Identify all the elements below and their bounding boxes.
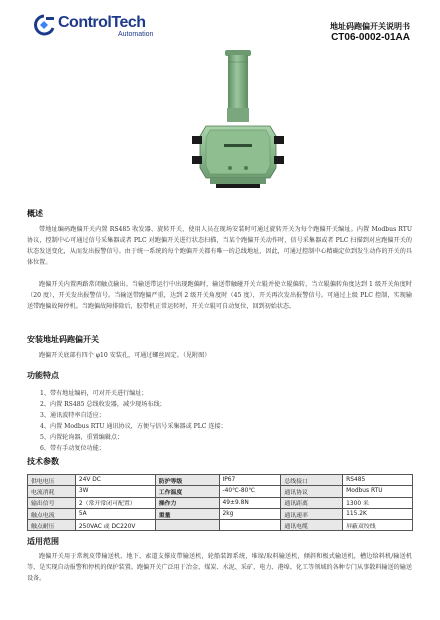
brand-logo xyxy=(32,14,182,40)
specs-heading: 技术参数 xyxy=(27,457,59,466)
feature-item: 6、带有手动复位功能； xyxy=(40,445,105,452)
spec-label: 操作力 xyxy=(155,497,219,508)
overview-paragraph-2: 跑偏开关内置两路常闭触点输出。当输送带运行中出现跑偏时，输送带触碰开关立辊并使立辊偏转，当立辊偏转角度达到 1 级开关角度时（20 度），开关发出报警信号。当输送带跑偏严重，达到 2 级开关角度时（45 度），开关再次发出报警信号。可通过上级 PLC 控制，实现输送带跑偏故障停机。当跑偏故障排除后，胶带机正常运转时，开关立辊可自动复位，回到初始状态。 xyxy=(27,281,412,310)
spec-row xyxy=(28,497,413,508)
spec-table xyxy=(27,474,413,531)
spec-value: 屏蔽双绞线 xyxy=(343,520,413,531)
overview-heading: 概述 xyxy=(27,209,43,218)
spec-value: 115.2K xyxy=(343,508,413,519)
features-list xyxy=(40,388,227,454)
spec-label: 总线接口 xyxy=(281,475,343,486)
brand-subtitle: Automation xyxy=(118,31,154,38)
feature-item: 4、内置 Modbus RTU 通讯协议，方便与信号采集器或 PLC 连接； xyxy=(40,423,227,430)
product-photo xyxy=(190,48,286,198)
spec-row xyxy=(28,486,413,497)
spec-value: Modbus RTU xyxy=(343,486,413,497)
spec-value xyxy=(219,520,281,531)
install-text: 跑偏开关底部有四个 φ10 安装孔，可通过螺丝固定。（见附图） xyxy=(39,352,211,359)
spec-label: 供电电压 xyxy=(28,475,76,486)
spec-value: 2（常开常闭可配置） xyxy=(75,497,155,508)
spec-value: 24V DC xyxy=(75,475,155,486)
spec-value: RS485 xyxy=(343,475,413,486)
document-code: CT06-0002-01AA xyxy=(331,32,410,43)
spec-value: 3W xyxy=(75,486,155,497)
overview-paragraph-1: 带地址编码跑偏开关内置 RS485 收发器、旋转开关，使用人员在现场安装时可通过旋转开关为每个跑偏开关编址。内置 Modbus RTU 协议，控制中心可通过信号采集器或者 PLC 对跑偏开关进行状态扫描，当某个跑偏开关动作时，信号采集器或者 PLC 扫描到对应跑偏开关的状态发送变化，从而发出报警信号。由于统一系统的每个跑偏开关都有唯一的总线地址，因此，可通过控制中心精确定位到发生动作的开关的具体位置。 xyxy=(27,226,412,266)
spec-label: 通讯距离 xyxy=(281,497,343,508)
spec-label: 通讯速率 xyxy=(281,508,343,519)
spec-value: 250VAC 或 DC220V xyxy=(75,520,155,531)
application-heading: 适用范围 xyxy=(27,537,59,546)
brand-logo-icon xyxy=(32,14,56,36)
spec-label: 触点电流 xyxy=(28,508,76,519)
brand-name: ControlTech xyxy=(58,14,146,31)
spec-label: 触点耐压 xyxy=(28,520,76,531)
feature-item: 3、通讯波特率自适应； xyxy=(40,412,105,419)
spec-value: IP67 xyxy=(219,475,281,486)
spec-value: 5A xyxy=(75,508,155,519)
features-heading: 功能特点 xyxy=(27,371,59,380)
spec-label: 电流消耗 xyxy=(28,486,76,497)
page-header xyxy=(0,0,440,48)
spec-label: 工作温度 xyxy=(155,486,219,497)
document-title: 地址码跑偏开关说明书 xyxy=(330,22,410,31)
spec-label: 通讯电缆 xyxy=(281,520,343,531)
spec-value: 2kg xyxy=(219,508,281,519)
feature-item: 5、内置轮询器，重置编辑点； xyxy=(40,434,124,441)
application-text: 跑偏开关用于常规皮带输送机、地下、索道支撑皮带输送机，轮船装卸系统，堆垛/取料输送机，倾斜和极式输送机，槽边给料机/输送机等，是实现自动报警和停机的保护装置。跑偏开关广泛用于冶金、煤炭、水泥、采矿、电力、港埠、化工等领域的各种专门从事散料输送的输送设备。 xyxy=(27,553,412,582)
spec-row xyxy=(28,520,413,531)
spec-value: 1300 米 xyxy=(343,497,413,508)
spec-row xyxy=(28,508,413,519)
install-heading: 安装地址码跑偏开关 xyxy=(27,335,99,344)
spec-label xyxy=(155,520,219,531)
spec-value: 49±9.8N xyxy=(219,497,281,508)
spec-label: 防护等级 xyxy=(155,475,219,486)
spec-label: 通讯协议 xyxy=(281,486,343,497)
feature-item: 2、内置 RS485 总线收发器，减少现场布线； xyxy=(40,401,166,408)
spec-label: 输出信号 xyxy=(28,497,76,508)
spec-value: -40℃-80℃ xyxy=(219,486,281,497)
spec-label: 重量 xyxy=(155,508,219,519)
feature-item: 1、带有地址编码，可对开关进行编址； xyxy=(40,390,148,397)
spec-row xyxy=(28,475,413,486)
